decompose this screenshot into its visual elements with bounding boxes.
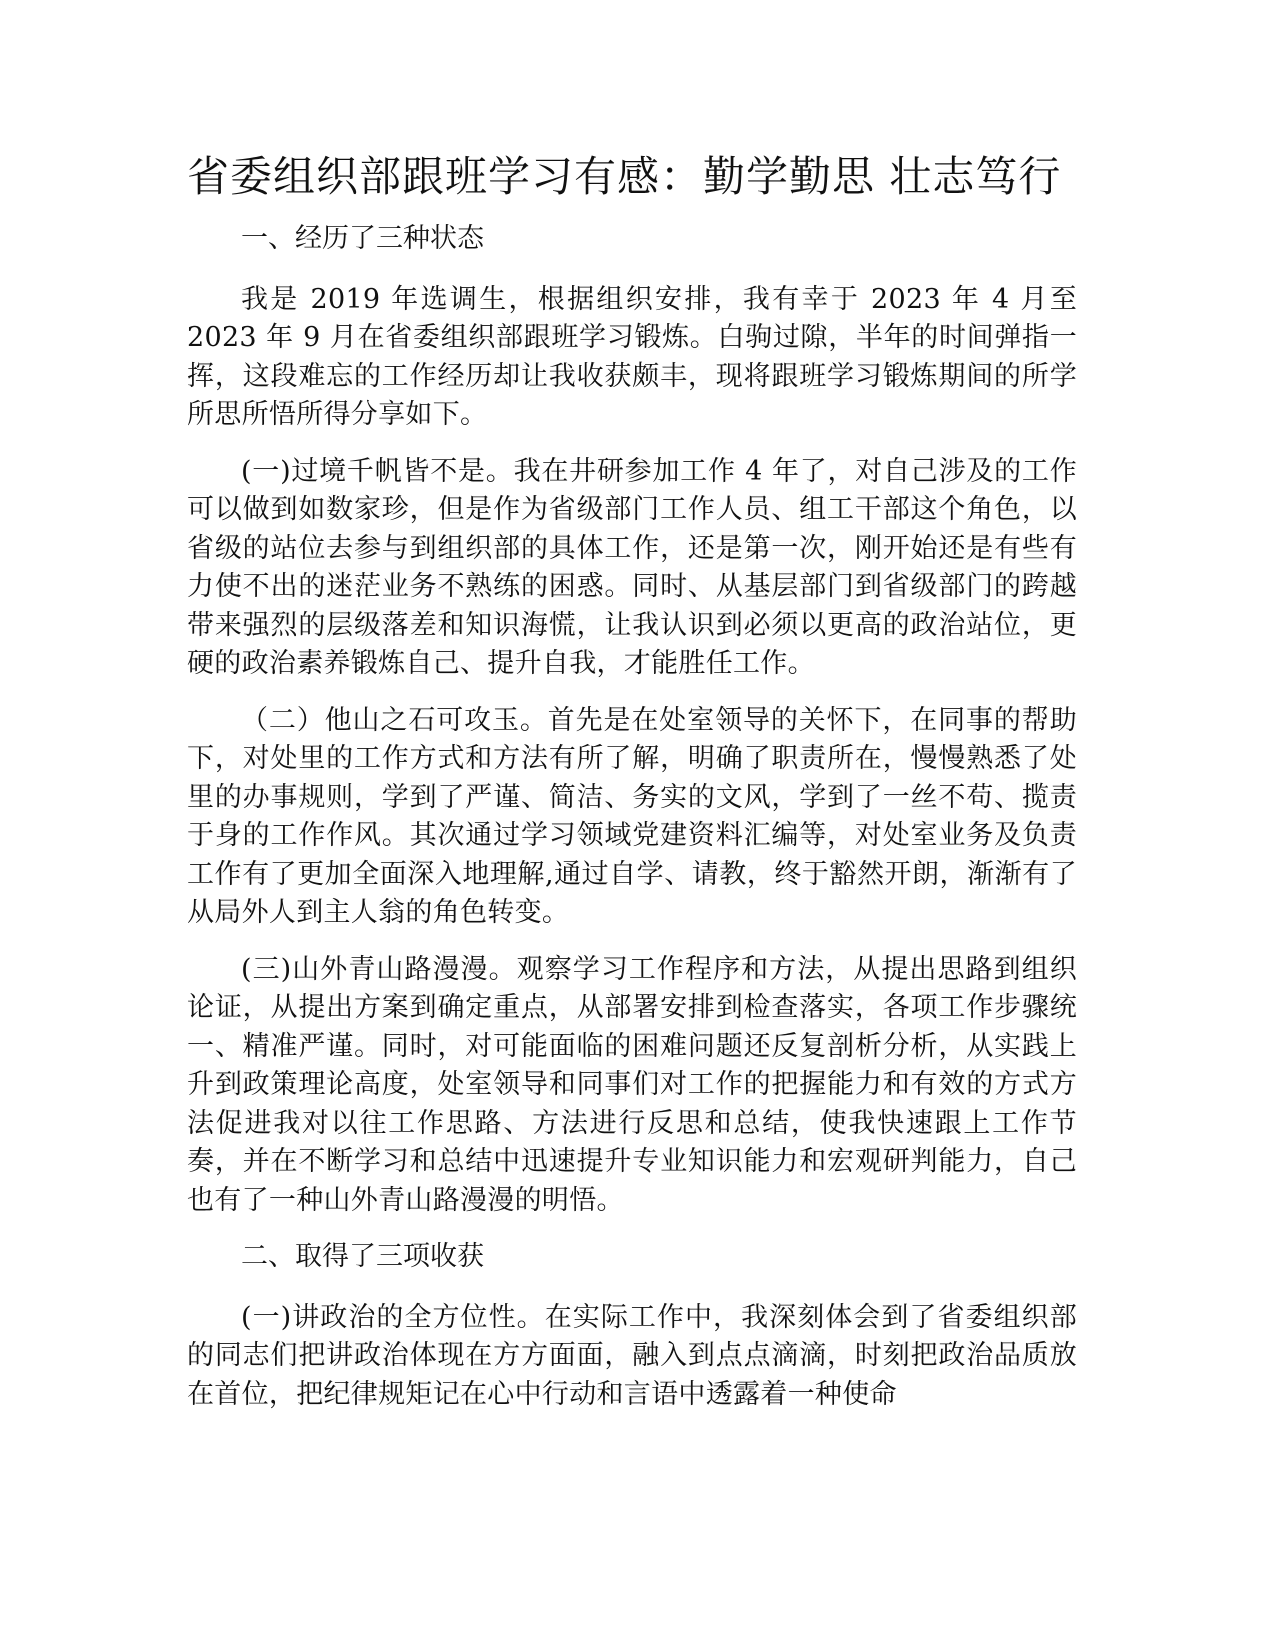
paragraph: (一)过境千帆皆不是。我在井研参加工作 4 年了，对自己涉及的工作可以做到如数家珍，但是作为省级部门工作人员、组工干部这个角色，以省级的站位去参与到组织部的具体工作，还是第一次，刚开始还是有些有力使不出的迷茫业务不熟练的困惑。同时、从基层部门到省级部门的跨越带来强烈的层级落差和知识海慌，让我认识到必须以更高的政治站位，更硬的政治素养锻炼自己、提升自我，才能胜任工作。 <box>187 455 1077 679</box>
paragraph: 我是 2019 年选调生，根据组织安排，我有幸于 2023 年 4 月至 2023 年 9 月在省委组织部跟班学习锻炼。白驹过隙，半年的时间弹指一挥，这段难忘的工作经历却让我收获颇丰，现将跟班学习锻炼期间的所学所思所悟所得分享如下。 <box>187 283 1077 430</box>
section-heading: 一、经历了三种状态 <box>241 223 484 254</box>
section-heading: 二、取得了三项收获 <box>241 1241 484 1272</box>
document-title: 省委组织部跟班学习有感：勤学勤思 壮志笃行 <box>187 152 1062 201</box>
paragraph: (一)讲政治的全方位性。在实际工作中，我深刻体会到了省委组织部的同志们把讲政治体现在方方面面，融入到点点滴滴，时刻把政治品质放在首位，把纪律规矩记在心中行动和言语中透露着一种使命 <box>187 1301 1077 1410</box>
paragraph: （二）他山之石可攻玉。首先是在处室领导的关怀下，在同事的帮助下，对处里的工作方式和方法有所了解，明确了职责所在，慢慢熟悉了处里的办事规则，学到了严谨、简洁、务实的文风，学到了一丝不苟、揽责于身的工作作风。其次通过学习领域党建资料汇编等，对处室业务及负责工作有了更加全面深入地理解,通过自学、请教，终于豁然开朗，渐渐有了从局外人到主人翁的角色转变。 <box>187 704 1077 928</box>
document-body <box>187 148 1077 1432</box>
paragraph: (三)山外青山路漫漫。观察学习工作程序和方法，从提出思路到组织论证，从提出方案到确定重点，从部署安排到检查落实，各项工作步骤统一、精准严谨。同时，对可能面临的困难问题还反复剖析分析，从实践上升到政策理论高度，处室领导和同事们对工作的把握能力和有效的方式方法促进我对以往工作思路、方法进行反思和总结，使我快速跟上工作节奏，并在不断学习和总结中迅速提升专业知识能力和宏观研判能力，自己也有了一种山外青山路漫漫的明悟。 <box>187 953 1077 1216</box>
